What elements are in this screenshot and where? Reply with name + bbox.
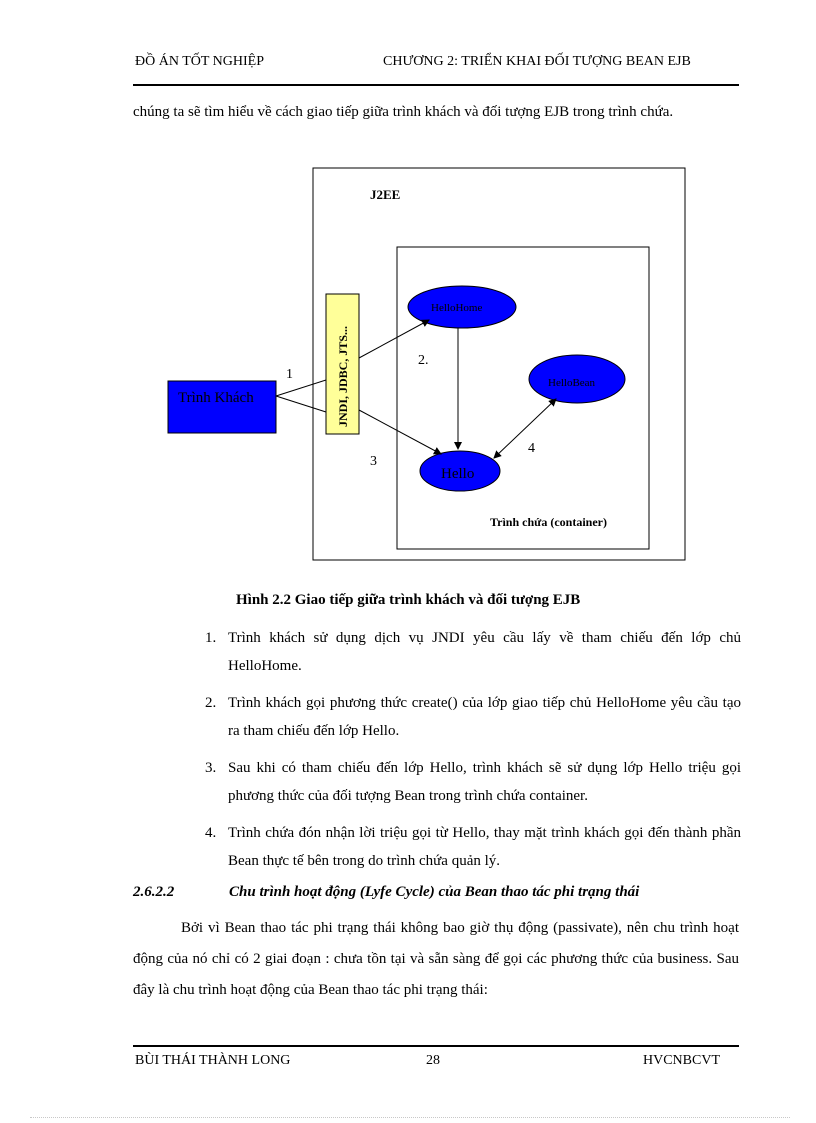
steps-list: [205, 624, 741, 884]
hello-label: Hello: [441, 466, 475, 482]
footer-rule: [133, 1045, 739, 1047]
list-item: 1. Trình khách sử dụng dịch vụ JNDI yêu cầu lấy về tham chiếu đến lớp chủ HelloHome.: [205, 630, 741, 674]
arrow-to-hello-from-client: [359, 410, 441, 454]
header-right: CHƯƠNG 2: TRIỂN KHAI ĐỐI TƯỢNG BEAN EJB: [383, 54, 691, 69]
step-3-label: 3: [370, 454, 377, 469]
hellohome-label: HelloHome: [431, 302, 483, 314]
section-title: Chu trình hoạt động (Lyfe Cycle) của Bean thao tác phi trạng thái: [229, 884, 640, 900]
step-2-label: 2.: [418, 353, 429, 368]
page-number: 28: [426, 1053, 440, 1068]
j2ee-label: J2EE: [370, 187, 401, 202]
list-item: 3. Sau khi có tham chiếu đến lớp Hello, trình khách sẽ sử dụng lớp Hello triệu gọi phương thức của đối tượng Bean trong trình chứa container.: [205, 760, 741, 804]
header-left: ĐỒ ÁN TỐT NGHIỆP: [135, 54, 264, 69]
container-label: Trình chứa (container): [490, 515, 607, 529]
client-label: Trình Khách: [178, 390, 254, 406]
figure-caption: Hình 2.2 Giao tiếp giữa trình khách và đối tượng EJB: [236, 592, 581, 608]
page-edge: [30, 1117, 790, 1118]
arrow-hello-hellobean: [494, 399, 556, 458]
services-label: JNDI, JDBC, JTS...: [336, 325, 350, 427]
client-box: [168, 381, 276, 433]
intro-paragraph: chúng ta sẽ tìm hiểu về cách giao tiếp giữa trình khách và đối tượng EJB trong trình chứa.: [133, 104, 674, 120]
footer-author: BÙI THÁI THÀNH LONG: [135, 1053, 291, 1068]
step-4-label: 4: [528, 441, 535, 456]
list-item: 2. Trình khách gọi phương thức create() của lớp giao tiếp chủ HelloHome yêu cầu tạo ra tham chiếu đến lớp Hello.: [205, 695, 741, 739]
client-to-services-line-2: [276, 396, 326, 412]
body-paragraph: Bởi vì Bean thao tác phi trạng thái không bao giờ thụ động (passivate), nên chu trình hoạt động của nó chỉ có 2 giai đoạn : chưa tồn tại và sẵn sàng để gọi các phương thức của business. Sau đây là chu trình hoạt động của Bean thao tác phi trạng thái:: [133, 920, 739, 998]
footer-org: HVCNBCVT: [643, 1053, 721, 1068]
list-item: 4. Trình chứa đón nhận lời triệu gọi từ Hello, thay mặt trình khách gọi đến thành phần Bean thực tế bên trong do trình chứa quản lý.: [205, 825, 741, 869]
section-number: 2.6.2.2: [133, 884, 175, 900]
client-to-services-line: [276, 380, 326, 396]
step-1-label: 1: [286, 367, 293, 382]
j2ee-box: [313, 168, 685, 560]
hellobean-label: HelloBean: [548, 377, 596, 389]
